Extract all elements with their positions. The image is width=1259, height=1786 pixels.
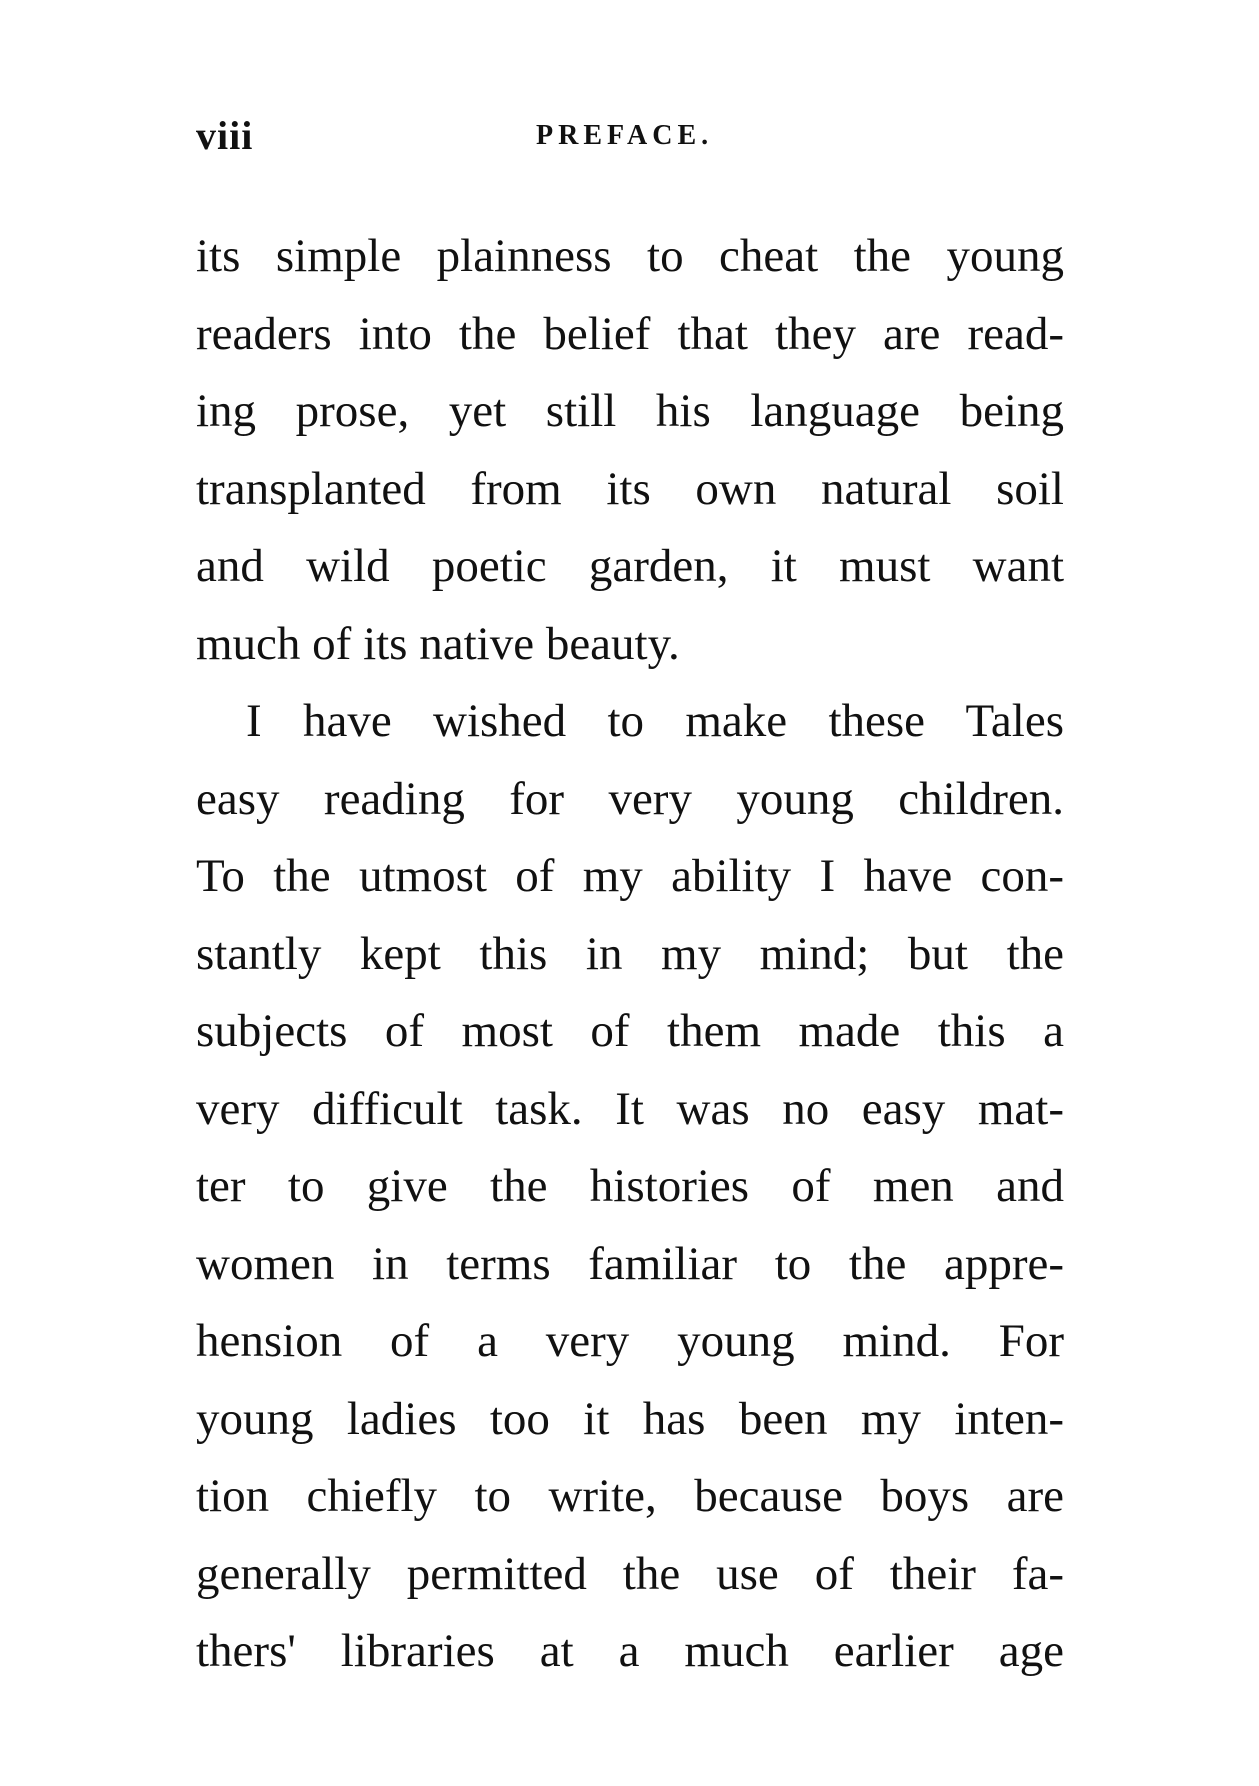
text-line: readers into the belief that they are read- [196,307,1064,360]
text-line: easy reading for very young children. [196,772,1064,825]
text-line: tion chiefly to write, because boys are [196,1470,1064,1522]
text-line: To the utmost of my ability I have con- [196,850,1064,902]
text-line: ing prose, yet still his language being [196,385,1064,437]
text-line: stantly kept this in my mind; but the [196,927,1064,980]
running-title: PREFACE. [536,120,714,151]
body-text [196,218,1064,1691]
text-line: I have wished to make these Tales [246,695,1064,747]
text-line: subjects of most of them made this a [196,1005,1064,1057]
text-line: hension of a very young mind. For [196,1315,1064,1367]
running-head [196,112,1066,162]
text-line: much of its native beauty. [196,617,680,670]
text-line: very difficult task. It was no easy mat- [196,1082,1064,1135]
text-line: young ladies too it has been my inten- [196,1392,1064,1445]
text-line: its simple plainness to cheat the young [196,230,1064,282]
text-line: generally permitted the use of their fa- [196,1547,1064,1600]
text-line: transplanted from its own natural soil [196,462,1064,515]
text-line: ter to give the histories of men and [196,1160,1064,1212]
text-line: and wild poetic garden, it must want [196,540,1064,592]
page-number: viii [196,113,254,158]
text-line: women in terms familiar to the appre- [196,1237,1064,1290]
text-line: thers' libraries at a much earlier age [196,1625,1064,1677]
